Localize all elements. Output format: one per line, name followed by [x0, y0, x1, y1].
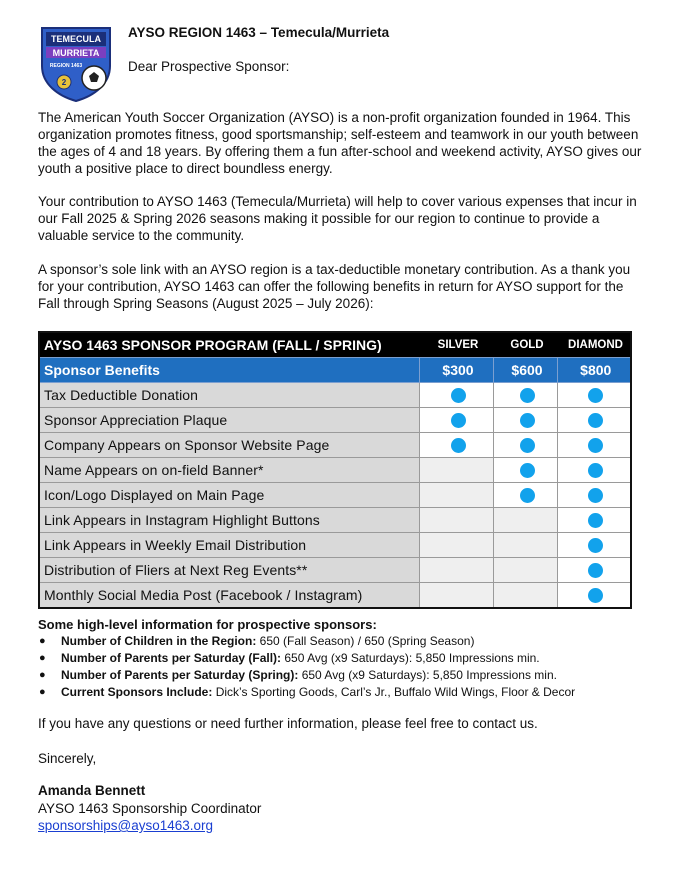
list-item	[38, 667, 678, 684]
info-item-value: Dick’s Sporting Goods, Carl’s Jr., Buffalo Wild Wings, Floor & Decor	[212, 685, 576, 699]
table-row	[39, 533, 631, 558]
benefit-cell-diamond	[557, 508, 631, 533]
table-row	[39, 408, 631, 433]
sponsor-benefits-label: Sponsor Benefits	[39, 358, 419, 383]
closing-line: If you have any questions or need further information, please feel free to contact us.	[38, 716, 538, 731]
benefit-cell-silver	[419, 483, 493, 508]
list-item	[38, 633, 678, 650]
table-row	[39, 508, 631, 533]
benefit-cell-diamond	[557, 383, 631, 408]
benefit-cell-diamond	[557, 458, 631, 483]
included-dot-icon	[588, 563, 603, 578]
included-dot-icon	[588, 388, 603, 403]
benefit-cell-gold	[493, 583, 557, 609]
price-gold: $600	[493, 358, 557, 383]
logo-text-line2: MURRIETA	[52, 48, 100, 58]
included-dot-icon	[588, 538, 603, 553]
benefit-cell-diamond	[557, 583, 631, 609]
benefit-cell-silver	[419, 458, 493, 483]
benefit-cell-gold	[493, 383, 557, 408]
benefit-label: Link Appears in Instagram Highlight Buttons	[39, 508, 419, 533]
benefit-cell-silver	[419, 383, 493, 408]
tier-silver: SILVER	[419, 332, 493, 358]
sponsor-program-table	[38, 331, 632, 609]
included-dot-icon	[588, 413, 603, 428]
included-dot-icon	[520, 438, 535, 453]
contact-email-link[interactable]: sponsorships@ayso1463.org	[38, 818, 214, 833]
included-dot-icon	[588, 588, 603, 603]
benefit-cell-silver	[419, 533, 493, 558]
benefit-cell-diamond	[557, 558, 631, 583]
benefit-label: Distribution of Fliers at Next Reg Events**	[39, 558, 419, 583]
program-title: AYSO 1463 SPONSOR PROGRAM (FALL / SPRING)	[39, 332, 419, 358]
included-dot-icon	[451, 438, 466, 453]
organization-title: AYSO REGION 1463 – Temecula/Murrieta	[128, 25, 390, 40]
info-item-label: Current Sponsors Include:	[61, 685, 213, 699]
bullet-icon: ●	[39, 669, 46, 681]
contribution-paragraph: Your contribution to AYSO 1463 (Temecula/Murrieta) will help to cover various expenses that incur in our Fall 2025 & Spring 2026 seasons making it possible for our region to continue to provide a valuable service to the community.	[38, 194, 637, 243]
benefit-cell-gold	[493, 533, 557, 558]
table-row	[39, 383, 631, 408]
signatory-name: Amanda Bennett	[38, 783, 146, 798]
included-dot-icon	[588, 488, 603, 503]
bullet-icon: ●	[39, 652, 46, 664]
price-silver: $300	[419, 358, 493, 383]
benefit-cell-silver	[419, 583, 493, 609]
benefit-cell-gold	[493, 508, 557, 533]
list-item	[38, 684, 678, 701]
included-dot-icon	[588, 463, 603, 478]
benefit-label: Name Appears on on-field Banner*	[39, 458, 419, 483]
benefit-cell-gold	[493, 483, 557, 508]
benefit-cell-diamond	[557, 533, 631, 558]
benefit-cell-gold	[493, 433, 557, 458]
info-heading: Some high-level information for prospective sponsors:	[38, 617, 377, 632]
benefit-cell-gold	[493, 558, 557, 583]
logo-text-line3: REGION 1463	[49, 63, 83, 69]
included-dot-icon	[451, 413, 466, 428]
benefit-label: Tax Deductible Donation	[39, 383, 419, 408]
info-item-value: 650 Avg (x9 Saturdays): 5,850 Impressions min.	[281, 651, 540, 665]
info-item-label: Number of Children in the Region:	[61, 634, 257, 648]
included-dot-icon	[520, 413, 535, 428]
table-row	[39, 558, 631, 583]
info-list	[38, 633, 678, 701]
bullet-icon: ●	[39, 686, 46, 698]
table-row	[39, 458, 631, 483]
table-row	[39, 483, 631, 508]
tier-gold: GOLD	[493, 332, 557, 358]
benefit-cell-diamond	[557, 483, 631, 508]
included-dot-icon	[588, 513, 603, 528]
signatory-role: AYSO 1463 Sponsorship Coordinator	[38, 801, 262, 816]
benefit-cell-silver	[419, 408, 493, 433]
benefit-label: Link Appears in Weekly Email Distribution	[39, 533, 419, 558]
intro-paragraph: The American Youth Soccer Organization (AYSO) is a non-profit organization founded in 1964. This organization promotes fitness, good sportsmanship; self-esteem and teamwork in our youth between the ages of 4 and 18 years. By offering them a fun after-school and weekend activity, AYSO gives our youth a positive place to direct boundless energy.	[38, 110, 642, 176]
salutation: Dear Prospective Sponsor:	[128, 59, 290, 74]
benefit-cell-silver	[419, 433, 493, 458]
price-row	[39, 358, 631, 383]
included-dot-icon	[451, 388, 466, 403]
info-item-label: Number of Parents per Saturday (Fall):	[61, 651, 282, 665]
list-item	[38, 650, 678, 667]
tier-diamond: DIAMOND	[557, 332, 631, 358]
benefit-cell-silver	[419, 508, 493, 533]
table-row	[39, 433, 631, 458]
benefit-cell-diamond	[557, 408, 631, 433]
benefit-label: Monthly Social Media Post (Facebook / Instagram)	[39, 583, 419, 609]
ayso-region-logo	[36, 22, 116, 102]
benefit-cell-silver	[419, 558, 493, 583]
bullet-icon: ●	[39, 635, 46, 647]
sign-off: Sincerely,	[38, 751, 97, 766]
info-item-label: Number of Parents per Saturday (Spring):	[61, 668, 299, 682]
info-item-value: 650 (Fall Season) / 650 (Spring Season)	[256, 634, 475, 648]
benefit-cell-gold	[493, 408, 557, 433]
benefit-label: Company Appears on Sponsor Website Page	[39, 433, 419, 458]
table-row	[39, 583, 631, 609]
included-dot-icon	[520, 488, 535, 503]
benefits-intro-paragraph: A sponsor’s sole link with an AYSO region is a tax-deductible monetary contribution. As a thank you for your contribution, AYSO 1463 can offer the following benefits in return for AYSO support for the Fall through Spring Seasons (August 2025 – July 2026):	[38, 262, 631, 311]
included-dot-icon	[520, 463, 535, 478]
logo-numeral: 2	[61, 78, 67, 87]
benefit-label: Sponsor Appreciation Plaque	[39, 408, 419, 433]
info-item-value: 650 Avg (x9 Saturdays): 5,850 Impressions min.	[298, 668, 557, 682]
price-diamond: $800	[557, 358, 631, 383]
included-dot-icon	[588, 438, 603, 453]
logo-text-line1: TEMECULA	[51, 34, 101, 44]
included-dot-icon	[520, 388, 535, 403]
table-header-row	[39, 332, 631, 358]
benefit-label: Icon/Logo Displayed on Main Page	[39, 483, 419, 508]
benefit-cell-gold	[493, 458, 557, 483]
benefit-cell-diamond	[557, 433, 631, 458]
